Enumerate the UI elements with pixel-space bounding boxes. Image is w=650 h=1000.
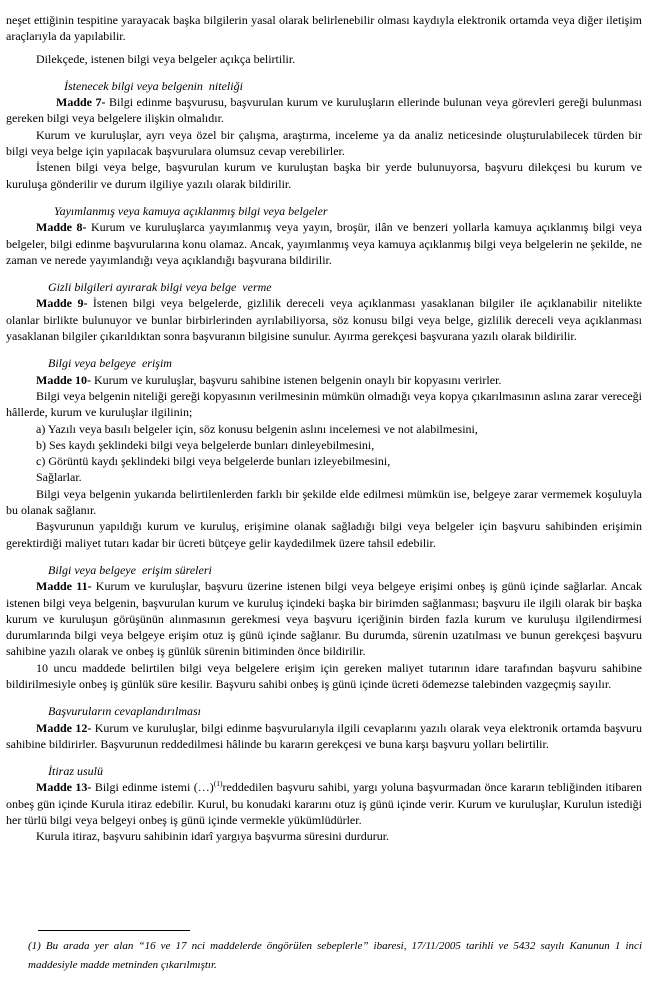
madde-9-text: İstenen bilgi veya belgelerde, gizlilik dereceli veya açıklanması yasaklanan bilgiler ile açıklanabilir nitelikte olanlar birlikte bulunuyor ve bunlar birbirlerinden ayrılabiliyorsa, söz konusu bilgi veya belge, gizlilik dereceli veya açıklanması yasaklanan bilgiler çıkarıldıktan sonra başvuranın bilgisine sunulur. Ayırma gerekçesi başvurana yazılı olarak bildirilir. bbox=[6, 296, 642, 344]
footnote-body: Bu arada yer alan “16 ve 17 nci maddelerde öngörülen sebeplerle” ibaresi, 17/11/2005 tarihli ve 5432 sayılı Kanunun 1 inci maddesiyle madde metninden çıkarılmıştır. bbox=[28, 940, 642, 971]
paragraph-madde-10-bent-a: a) Yazılı veya basılı belgeler için, söz konusu belgenin aslını incelemesi ve not alabilmesini, bbox=[36, 421, 478, 436]
madde-13-text-rest: reddedilen başvuru sahibi, yargı yoluna başvurmadan önce kararın tebliğinden itibaren onbeş gün içinde Kurula itiraz edebilir. Kurul, bu konudaki kararını otuz iş günü içinde verir. Kurum ve kuruluşlar, Kurulun istediği her türlü bilgi veya belgeyi onbeş iş günü içinde vermekle yükümlüdürler. bbox=[6, 780, 642, 828]
section-heading-gizli-bilgiler: Gizli bilgileri ayırarak bilgi veya belge verme bbox=[48, 280, 272, 295]
paragraph-madde-10-bent-c: c) Görüntü kaydı şeklindeki bilgi veya belgelerde bunları izleyebilmesini, bbox=[36, 454, 391, 469]
footnote-text bbox=[28, 937, 642, 974]
footnote-reference-1: (1) bbox=[213, 779, 223, 789]
madde-8-label: Madde 8- bbox=[36, 220, 87, 235]
madde-11-text: Kurum ve kuruluşlar, başvuru üzerine istenen bilgi veya belgeye erişimi onbeş iş günü içinde sağlarlar. Ancak istenen bilgi veya belgenin, başvurulan kurum ve kuruluş içindeki başka bir birimden sağlanması; başvuru ile ilgili olarak bir başka kurum ve kuruluşun görüşünün alınmasının gerekmesi veya başvuru içeriğinin birden fazla kurum ve kuruluşu ilgilendirmesi durumlarında bilgi veya belgeye erişim otuz iş günü içinde sağlanır. Bu durumda, sürenin uzatılması ve bunun gerekçesi başvuru sahibine yazılı olarak ve onbeş iş günlük sürenin bitiminden önce bildirilir. bbox=[6, 579, 642, 659]
section-heading-cevaplandirilmasi: Başvuruların cevaplandırılması bbox=[48, 704, 201, 719]
paragraph-madde-13-fikra-2: Kurula itiraz, başvuru sahibinin idarî yargıya başvurma süresini durdurur. bbox=[36, 829, 390, 844]
madde-7-text: Bilgi edinme başvurusu, başvurulan kurum ve kuruluşların ellerinde bulunan veya görevleri gereği bulunması gereken bilgi veya belgelere ilişkin olmalıdır. bbox=[6, 95, 643, 126]
paragraph-madde-11 bbox=[6, 578, 642, 659]
madde-8-text: Kurum ve kuruluşlarca yayımlanmış veya yayın, broşür, ilân ve benzeri yollarla kamuya açıklanmış bilgi veya belgeler, bilgi edinme başvurularına konu olamaz. Ancak, yayımlanmış veya kamuya açıklanmış bilgi veya belgelerin ne şekilde, ne zaman ve nerede yayımlandığı veya açıklandığı başvurana bildirilir. bbox=[6, 220, 642, 267]
madde-13-label: Madde 13- bbox=[36, 780, 92, 795]
paragraph-madde-10-fikra-3: Bilgi veya belgenin yukarıda belirtilenlerden farklı bir şekilde elde edilmesi mümkün ise, belgeye zarar vermemek koşuluyla bu olanak sağlanır. bbox=[6, 486, 642, 518]
section-heading-erisim-sureleri: Bilgi veya belgeye erişim süreleri bbox=[48, 562, 212, 577]
paragraph-madde-7 bbox=[6, 94, 642, 127]
footnote-separator-line bbox=[38, 930, 190, 931]
paragraph-madde-10 bbox=[6, 372, 642, 388]
paragraph-madde-10-bent-b: b) Ses kaydı şeklindeki bilgi veya belgelerde bunları dinleyebilmesini, bbox=[36, 437, 375, 452]
paragraph-madde-13 bbox=[6, 779, 642, 828]
paragraph-madde-9 bbox=[6, 295, 642, 344]
footnote-section bbox=[28, 930, 642, 974]
section-heading-itiraz-usulu: İtiraz usulü bbox=[48, 764, 104, 779]
madde-9-label: Madde 9- bbox=[36, 296, 88, 311]
footnote-marker: (1) bbox=[28, 940, 41, 952]
madde-11-label: Madde 11- bbox=[36, 579, 92, 594]
madde-7-label: Madde 7- bbox=[56, 95, 106, 110]
section-heading-istenecek-bilgi: İstenecek bilgi veya belgenin niteliği bbox=[64, 78, 243, 93]
paragraph-madde-10-fikra-2: Bilgi veya belgenin niteliği gereği kopyasının verilmesinin mümkün olmadığı veya kopya çıkarılmasının aslına zarar vereceği hâllerde, kurum ve kuruluşlar ilgilinin; bbox=[6, 388, 642, 420]
paragraph-madde-7-fikra-3: İstenen bilgi veya belge, başvurulan kurum ve kuruluştan başka bir yerde bulunuyorsa, başvuru dilekçesi bu kurum ve kuruluşa gönderilir ve durum ilgiliye yazılı olarak bildirilir. bbox=[6, 160, 642, 191]
paragraph-dilekce: Dilekçede, istenen bilgi veya belgeler açıkça belirtilir. bbox=[36, 51, 296, 66]
paragraph-continuation: neşet ettiğinin tespitine yarayacak başka bilgilerin yasal olarak belirlenebilir olması kaydıyla elektronik ortamda veya diğer iletişim araçlarıyla da yapılabilir. bbox=[6, 13, 642, 44]
paragraph-madde-7-fikra-2: Kurum ve kuruluşlar, ayrı veya özel bir çalışma, araştırma, inceleme ya da analiz neticesinde oluşturulabilecek türden bir bilgi veya belge için yapılacak başvurulara olumsuz cevap verebilirler. bbox=[6, 127, 642, 159]
paragraph-madde-12 bbox=[6, 720, 642, 753]
madde-10-label: Madde 10- bbox=[36, 372, 91, 387]
paragraph-madde-10-fikra-4: Başvurunun yapıldığı kurum ve kuruluş, erişimine olanak sağladığı bilgi veya belgeler için başvuru sahibinden erişimin gerektirdiği maliyet tutarı kadar bir ücreti bütçeye gelir kaydedilmek üzere tahsil edebilir. bbox=[6, 519, 642, 550]
madde-13-text-pre: Bilgi edinme istemi (…) bbox=[91, 780, 214, 795]
section-heading-erisim: Bilgi veya belgeye erişim bbox=[48, 356, 172, 371]
paragraph-madde-11-fikra-2: 10 uncu maddede belirtilen bilgi veya belgelere erişim için gereken maliyet tutarının idare tarafından başvuru sahibine bildirilmesiyle onbeş iş günlük süre kesilir. Başvuru sahibi onbeş iş günü içinde ücreti ödemezse talebinden vazgeçmiş sayılır. bbox=[6, 660, 642, 691]
madde-12-text: Kurum ve kuruluşlar, bilgi edinme başvurularıyla ilgili cevaplarını yazılı olarak veya elektronik ortamda başvuru sahibine bildirirler. Başvurunun reddedilmesi hâlinde bu kararın gerekçesi ve buna karşı başvuru yolları belirtilir. bbox=[6, 720, 643, 751]
madde-10-text: Kurum ve kuruluşlar, başvuru sahibine istenen belgenin onaylı bir kopyasını verirler. bbox=[91, 372, 502, 387]
paragraph-madde-8 bbox=[6, 219, 642, 268]
paragraph-madde-10-saglarlar: Sağlarlar. bbox=[36, 470, 82, 485]
section-heading-yayimlanmis: Yayımlanmış veya kamuya açıklanmış bilgi veya belgeler bbox=[54, 203, 328, 218]
madde-12-label: Madde 12- bbox=[36, 720, 92, 735]
